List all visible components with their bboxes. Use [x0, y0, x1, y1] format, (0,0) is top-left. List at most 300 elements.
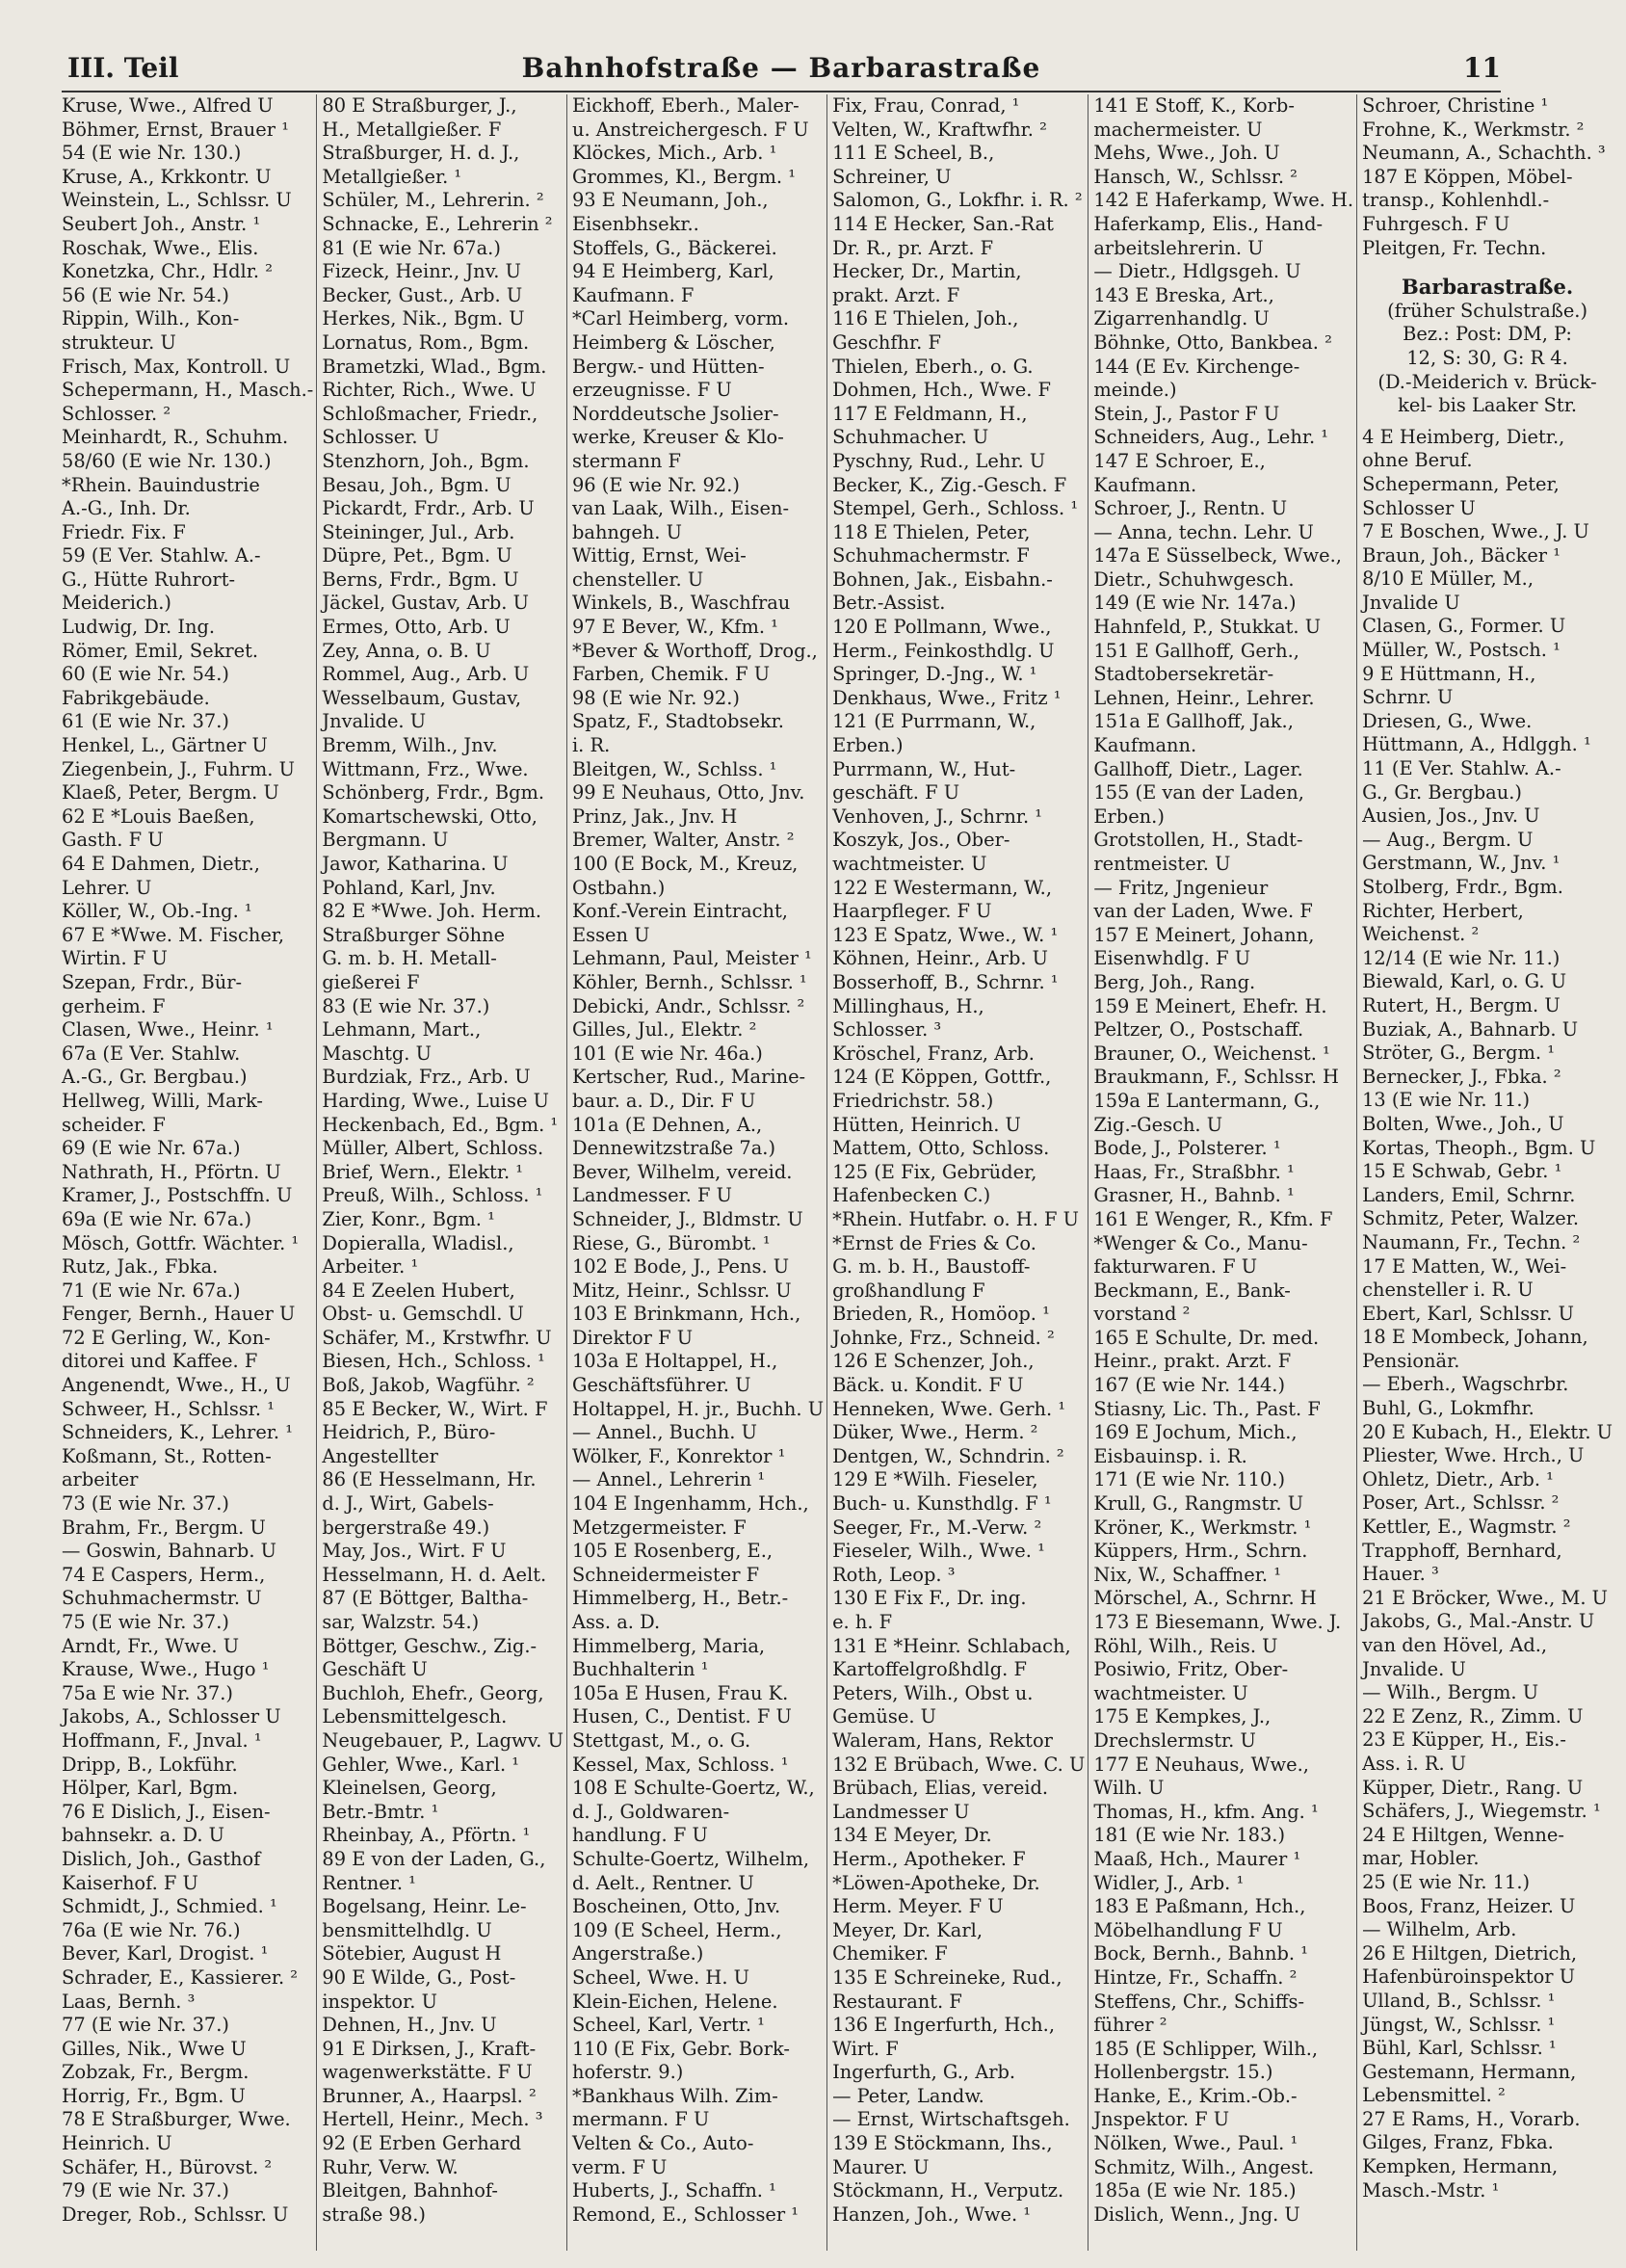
directory-entry: Riese, G., Bürombt. ¹ [571, 1231, 771, 1254]
directory-entry: Kaiserhof. F U [62, 1871, 198, 1894]
directory-entry: Bosserhoff, B., Schrnr. ¹ [832, 970, 1059, 993]
directory-entry: 185 (E Schlipper, Wilh., [1093, 2037, 1319, 2060]
directory-entry: Poser, Art., Schlssr. ² [1362, 1491, 1560, 1515]
directory-entry: Fuhrgesch. F U [1362, 212, 1510, 235]
directory-entry: arbeitslehrerin. U [1093, 236, 1264, 259]
directory-entry: 185a (E wie Nr. 185.) [1093, 2179, 1297, 2202]
directory-entry: 94 E Heimberg, Karl, [571, 260, 774, 283]
directory-entry: Thielen, Eberh., o. G. [832, 355, 1034, 378]
directory-entry: Hanke, E., Krim.-Ob.- [1093, 2084, 1298, 2107]
directory-entry: ohne Beruf. [1362, 449, 1473, 472]
directory-entry: 15 E Schwab, Gebr. ¹ [1362, 1160, 1562, 1183]
directory-entry: — Ernst, Wirtschaftsgeh. [832, 2108, 1070, 2131]
directory-entry: Waleram, Hans, Rektor [832, 1728, 1053, 1752]
directory-entry: hoferstr. 9.) [571, 2061, 684, 2084]
directory-entry: Buchloh, Ehefr., Georg, [322, 1681, 544, 1704]
directory-entry: Besau, Joh., Bgm. U [322, 473, 511, 496]
directory-entry: Zey, Anna, o. B. U [322, 639, 491, 662]
directory-entry: Stettgast, M., o. G. [571, 1728, 751, 1752]
directory-entry: Schlosser U [1362, 496, 1476, 519]
directory-entry: Jnvalide. U [322, 710, 427, 733]
directory-entry: Frohne, K., Werkmstr. ² [1362, 118, 1585, 141]
directory-entry: Ingerfurth, G., Arb. [832, 2061, 1016, 2084]
directory-entry: Möbelhandlung F U [1093, 1918, 1283, 1941]
directory-entry: Richter, Rich., Wwe. U [322, 379, 537, 402]
directory-entry: — Peter, Landw. [832, 2084, 984, 2107]
directory-entry: 84 E Zeelen Hubert, [322, 1279, 515, 1302]
directory-entry: Neugebauer, P., Lagwv. U [322, 1728, 564, 1752]
directory-entry: 101a (E Dehnen, A., [571, 1113, 763, 1136]
directory-entry: Düker, Wwe., Herm. ² [832, 1421, 1038, 1444]
directory-entry: 23 E Küpper, H., Eis.- [1362, 1728, 1566, 1752]
directory-entry: Henkel, L., Gärtner U [62, 734, 268, 757]
directory-entry: Driesen, G., Wwe. [1362, 709, 1533, 732]
directory-entry: — Annel., Buchh. U [571, 1421, 757, 1444]
directory-entry: Gilles, Jul., Elektr. ² [571, 1018, 757, 1042]
directory-entry: Schmidt, J., Schmied. ¹ [62, 1895, 277, 1918]
directory-entry: Wesselbaum, Gustav, [322, 686, 522, 709]
directory-entry: Jäckel, Gustav, Arb. U [322, 592, 529, 615]
directory-entry: 20 E Kubach, H., Elektr. U [1362, 1420, 1613, 1443]
directory-entry: Gerstmann, W., Jnv. ¹ [1362, 852, 1560, 875]
directory-entry: Schönberg, Frdr., Bgm. [322, 781, 545, 804]
directory-entry: Klein-Eichen, Helene. [571, 1990, 778, 2013]
directory-entry: Obst- u. Gemschdl. U [322, 1303, 524, 1326]
directory-entry: Horrig, Fr., Bgm. U [62, 2084, 246, 2107]
directory-entry: 147a E Süsselbeck, Wwe., [1093, 544, 1342, 567]
directory-entry: Neumann, A., Schachth. ³ [1362, 142, 1606, 165]
directory-entry: Schüler, M., Lehrerin. ² [322, 189, 544, 212]
directory-entry: strukteur. U [62, 330, 176, 354]
directory-entry: G. m. b. H. Metall- [322, 947, 497, 970]
directory-entry: 24 E Hiltgen, Wenne- [1362, 1823, 1564, 1846]
directory-entry: Hellweg, Willi, Mark- [62, 1089, 263, 1112]
directory-entry: Kruse, Wwe., Alfred U [62, 94, 274, 117]
directory-entry: baur. a. D., Dir. F U [571, 1089, 756, 1112]
directory-entry: Schneider, J., Bldmstr. U [571, 1207, 803, 1230]
directory-entry: 165 E Schulte, Dr. med. [1093, 1326, 1320, 1349]
directory-entry: 104 E Ingenhamm, Hch., [571, 1492, 809, 1516]
directory-entry: Schroer, J., Rentn. U [1093, 497, 1288, 520]
directory-entry: Laas, Bernh. ³ [62, 1990, 196, 2013]
directory-entry: prakt. Arzt. F [832, 283, 960, 306]
directory-entry: Winkels, B., Waschfrau [571, 592, 791, 615]
directory-entry: Dentgen, W., Schndrin. ² [832, 1444, 1064, 1467]
directory-entry: Zobzak, Fr., Bergm. [62, 2061, 249, 2084]
directory-entry: Pliester, Wwe. Hrch., U [1362, 1444, 1585, 1467]
directory-entry: Dopieralla, Wladisl., [322, 1231, 514, 1254]
directory-entry: Arbeiter. ¹ [322, 1255, 419, 1279]
column-6 [1356, 94, 1615, 2251]
directory-entry: Pickardt, Frdr., Arb. U [322, 497, 535, 520]
directory-entry: meinde.) [1093, 379, 1177, 402]
directory-entry: 82 E *Wwe. Joh. Herm. [322, 900, 542, 923]
directory-entry: Drechslermstr. U [1093, 1728, 1256, 1752]
directory-entry: — Eberh., Wagschrbr. [1362, 1373, 1569, 1396]
directory-entry: May, Jos., Wirt. F U [322, 1540, 507, 1563]
directory-entry: d. Aelt., Rentner. U [571, 1871, 754, 1894]
directory-entry: Kertscher, Rud., Marine- [571, 1066, 806, 1089]
directory-entry: — Dietr., Hdlgsgeh. U [1093, 260, 1301, 283]
directory-entry: Heinrich. U [62, 2132, 172, 2155]
directory-entry: Gehler, Wwe., Karl. ¹ [322, 1753, 520, 1776]
directory-entry: Schloßmacher, Friedr., [322, 402, 538, 425]
directory-entry: 87 (E Böttger, Baltha- [322, 1587, 529, 1610]
directory-entry: Clasen, Wwe., Heinr. ¹ [62, 1018, 274, 1042]
directory-entry: Hüttmann, A., Hdlggh. ¹ [1362, 733, 1591, 756]
directory-entry: Farben, Chemik. F U [571, 663, 771, 686]
directory-entry: 76 E Dislich, J., Eisen- [62, 1800, 271, 1823]
directory-entry: Maurer. U [832, 2155, 930, 2178]
directory-entry: Millinghaus, H., [832, 994, 984, 1017]
directory-entry: Müller, Albert, Schloss. [322, 1137, 544, 1160]
directory-entry: Schrader, E., Kassierer. ² [62, 1965, 299, 1989]
directory-entry: Dohmen, Hch., Wwe. F [832, 379, 1051, 402]
directory-entry: Essen U [571, 923, 650, 946]
directory-entry: Restaurant. F [832, 1990, 962, 2013]
directory-entry: ditorei und Kaffee. F [62, 1350, 258, 1373]
directory-entry: rentmeister. U [1093, 853, 1231, 875]
directory-entry: 74 E Caspers, Herm., [62, 1563, 266, 1586]
directory-entry: Kempken, Hermann, [1362, 2155, 1559, 2178]
directory-entry: Ermes, Otto, Arb. U [322, 616, 511, 639]
directory-entry: Kramer, J., Postschffn. U [62, 1184, 293, 1207]
directory-entry: Himmelberg, H., Betr.- [571, 1587, 789, 1610]
directory-entry: Wirt. F [832, 2037, 899, 2060]
directory-entry: 22 E Zenz, R., Zimm. U [1362, 1704, 1584, 1727]
directory-entry: *Rhein. Hutfabr. o. H. F U [832, 1207, 1080, 1230]
directory-entry: Venhoven, J., Schrnr. ¹ [832, 804, 1043, 828]
directory-entry: 181 (E wie Nr. 183.) [1093, 1824, 1286, 1847]
directory-entry: Landers, Emil, Schrnr. [1362, 1183, 1576, 1206]
directory-entry: Straßburger Söhne [322, 923, 506, 946]
directory-entry: Dislich, Wenn., Jng. U [1093, 2202, 1300, 2226]
directory-entry: Schweer, H., Schlssr. ¹ [62, 1397, 275, 1420]
directory-entry: 111 E Scheel, B., [832, 142, 995, 165]
directory-entry: Fizeck, Heinr., Jnv. U [322, 260, 521, 283]
directory-entry: 120 E Pollmann, Wwe., [832, 616, 1052, 639]
directory-entry: e. h. F [832, 1611, 893, 1633]
directory-entry: 97 E Bever, W., Kfm. ¹ [571, 616, 778, 639]
directory-entry: Eisenwhdlg. F U [1093, 947, 1251, 970]
directory-entry: 141 E Stoff, K., Korb- [1093, 94, 1295, 117]
directory-entry: Hecker, Dr., Martin, [832, 260, 1022, 283]
directory-entry: G., Hütte Ruhrort- [62, 567, 236, 591]
spacer [1362, 260, 1613, 268]
directory-entry: 159a E Lantermann, G., [1093, 1089, 1321, 1112]
directory-entry: Friedr. Fix. F [62, 520, 186, 543]
directory-entry: arbeiter [62, 1468, 139, 1491]
directory-entry: Huberts, J., Schaffn. ¹ [571, 2179, 776, 2202]
directory-entry: Remond, E., Schlosser ¹ [571, 2202, 800, 2226]
directory-entry: Düpre, Pet., Bgm. U [322, 544, 512, 567]
directory-entry: Hansch, W., Schlssr. ² [1093, 165, 1298, 188]
directory-entry: Grommes, Kl., Bergm. ¹ [571, 165, 797, 188]
directory-entry: (D.-Meiderich v. Brück- [1377, 370, 1597, 393]
directory-entry: Becker, Gust., Arb. U [322, 283, 523, 306]
directory-entry: Schneiders, Aug., Lehr. ¹ [1093, 426, 1329, 449]
directory-entry: Seubert Joh., Anstr. ¹ [62, 212, 261, 235]
directory-entry: 116 E Thielen, Joh., [832, 307, 1019, 330]
spacer [1362, 418, 1613, 426]
directory-entry: 58/60 (E wie Nr. 130.) [62, 449, 272, 472]
directory-entry: Harding, Wwe., Luise U [322, 1089, 549, 1112]
directory-entry: A.-G., Gr. Bergbau.) [62, 1066, 248, 1089]
directory-entry: Wölker, F., Konrektor ¹ [571, 1444, 786, 1467]
directory-entry: Scheel, Karl, Vertr. ¹ [571, 2014, 765, 2037]
directory-entry: Rutz, Jak., Fbka. [62, 1255, 219, 1279]
directory-entry: Erben.) [1093, 804, 1165, 828]
directory-entry: Brunner, A., Haarpsl. ² [322, 2084, 537, 2107]
directory-entry: 102 E Bode, J., Pens. U [571, 1255, 790, 1279]
directory-entry: 144 (E Ev. Kirchenge- [1093, 355, 1300, 378]
directory-entry: Bogelsang, Heinr. Le- [322, 1895, 527, 1918]
directory-entry: Böhmer, Ernst, Brauer ¹ [62, 118, 289, 141]
directory-entry: 12/14 (E wie Nr. 11.) [1362, 946, 1560, 969]
directory-entry: i. R. [571, 734, 611, 757]
directory-entry: Wirtin. F U [62, 947, 168, 970]
directory-entry: Clasen, G., Former. U [1362, 615, 1566, 638]
directory-entry: Hahnfeld, P., Stukkat. U [1093, 616, 1322, 639]
directory-entry: Geschfhr. F [832, 330, 941, 354]
directory-entry: Ludwig, Dr. Ing. [62, 616, 216, 639]
directory-entry: Bremm, Wilh., Jnv. [322, 734, 498, 757]
directory-entry: mar, Hobler. [1362, 1847, 1480, 1870]
directory-entry: Lehnen, Heinr., Lehrer. [1093, 686, 1315, 709]
directory-entry: Bleitgen, W., Schlss. ¹ [571, 757, 777, 780]
directory-entry: *Rhein. Bauindustrie [62, 473, 260, 496]
directory-entry: Stoffels, G., Bäckerei. [571, 236, 777, 259]
directory-entry: Eickhoff, Eberh., Maler- [571, 94, 800, 117]
directory-entry: Dennewitzstraße 7a.) [571, 1137, 776, 1160]
directory-entry: 54 (E wie Nr. 130.) [62, 142, 242, 165]
directory-entry: G. m. b. H., Baustoff- [832, 1255, 1031, 1279]
directory-entry: Boos, Franz, Heizer. U [1362, 1894, 1576, 1917]
directory-entry: Ulland, B., Schlssr. ¹ [1362, 1989, 1556, 2012]
directory-entry: Jakobs, G., Mal.-Anstr. U [1362, 1610, 1595, 1633]
directory-entry: 98 (E wie Nr. 92.) [571, 686, 740, 709]
directory-entry: Stenzhorn, Joh., Bgm. [322, 449, 530, 472]
directory-entry: Ass. a. D. [571, 1611, 661, 1633]
directory-entry: führer ² [1093, 2014, 1167, 2037]
directory-entry: Bäck. u. Kondit. F U [832, 1374, 1024, 1397]
directory-entry: Dreger, Rob., Schlssr. U [62, 2202, 289, 2226]
directory-entry: Böttger, Geschw., Zig.- [322, 1634, 538, 1657]
directory-entry: Hintze, Fr., Schaffn. ² [1093, 1965, 1298, 1989]
directory-entry: Peters, Wilh., Obst u. [832, 1681, 1034, 1704]
directory-entry: Biesen, Hch., Schloss. ¹ [322, 1350, 545, 1373]
directory-entry: 122 E Westermann, W., [832, 876, 1052, 899]
directory-entry: 60 (E wie Nr. 54.) [62, 663, 229, 686]
directory-entry: Krull, G., Rangmstr. U [1093, 1492, 1304, 1516]
directory-entry: 129 E *Wilh. Fieseler, [832, 1468, 1038, 1491]
directory-entry: 169 E Jochum, Mich., [1093, 1421, 1298, 1444]
directory-entry: 183 E Paßmann, Hch., [1093, 1895, 1306, 1918]
directory-entry: Pyschny, Rud., Lehr. U [832, 449, 1046, 472]
directory-entry: Pleitgen, Fr. Techn. [1362, 236, 1547, 259]
directory-entry: gießerei F [322, 970, 420, 993]
directory-entry: fakturwaren. F U [1093, 1255, 1258, 1279]
directory-entry: Rutert, H., Bergm. U [1362, 993, 1560, 1016]
directory-entry: Dripp, B., Lokführ. [62, 1753, 238, 1776]
directory-entry: Lehrer. U [62, 876, 152, 899]
directory-entry: 167 (E wie Nr. 144.) [1093, 1374, 1286, 1397]
directory-entry: Bolten, Wwe., Joh., U [1362, 1112, 1564, 1135]
directory-entry: Direktor F U [571, 1326, 694, 1349]
directory-entry: Szepan, Frdr., Bür- [62, 970, 243, 993]
street-heading: Barbarastraße. [1401, 275, 1574, 300]
directory-entry: 67 E *Wwe. M. Fischer, [62, 923, 285, 946]
directory-entry: Haas, Fr., Straßbhr. ¹ [1093, 1160, 1295, 1183]
directory-entry: inspektor. U [322, 1990, 437, 2013]
directory-entry: Brahm, Fr., Bergm. U [62, 1516, 266, 1539]
directory-entry: Römer, Emil, Sekret. [62, 639, 259, 662]
directory-entry: 7 E Boschen, Wwe., J. U [1362, 520, 1589, 543]
directory-entry: Konf.-Verein Eintracht, [571, 900, 788, 923]
directory-entry: Holtappel, H. jr., Buchh. U [571, 1397, 825, 1420]
directory-entry: Koszyk, Jos., Ober- [832, 829, 1010, 852]
directory-entry: Mitz, Heinr., Schlssr. U [571, 1279, 792, 1302]
directory-entry: Buchhalterin ¹ [571, 1658, 709, 1681]
directory-entry: Geschäftsführer. U [571, 1374, 751, 1397]
directory-entry: 132 E Brübach, Wwe. C. U [832, 1753, 1086, 1776]
directory-entry: Schlosser. ³ [832, 1018, 942, 1042]
directory-entry: Meinhardt, R., Schuhm. [62, 426, 289, 449]
page-number: 11 [1463, 52, 1501, 84]
directory-entry: d. J., Goldwaren- [571, 1800, 730, 1823]
directory-entry: Wilh. U [1093, 1777, 1165, 1800]
directory-entry: Kröschel, Franz, Arb. [832, 1042, 1035, 1065]
directory-entry: handlung. F U [571, 1824, 708, 1847]
directory-entry: Fenger, Bernh., Hauer U [62, 1303, 296, 1326]
directory-entry: 149 (E wie Nr. 147a.) [1093, 592, 1297, 615]
directory-entry: Schreiner, U [832, 165, 952, 188]
directory-entry: Rheinbay, A., Pförtn. ¹ [322, 1824, 531, 1847]
directory-entry: Betr.-Bmtr. ¹ [322, 1800, 439, 1823]
directory-entry: Prinz, Jak., Jnv. H [571, 804, 738, 828]
directory-entry: 93 E Neumann, Joh., [571, 189, 769, 212]
directory-entry: Schuhmachermstr. U [62, 1587, 262, 1610]
directory-entry: Koßmann, St., Rotten- [62, 1444, 272, 1467]
directory-entry: Schuhmachermstr. F [832, 544, 1030, 567]
directory-entry: Gestemann, Hermann, [1362, 2060, 1577, 2083]
directory-entry: Lornatus, Rom., Bgm. [322, 330, 530, 354]
directory-entry: Velten & Co., Auto- [571, 2132, 754, 2155]
directory-entry: Maaß, Hch., Maurer ¹ [1093, 1847, 1301, 1870]
directory-entry: Bergw.- und Hütten- [571, 355, 765, 378]
directory-entry: Springer, D.-Jng., W. ¹ [832, 663, 1037, 686]
directory-entry: 78 E Straßburger, Wwe. [62, 2108, 291, 2131]
directory-entry: *Carl Heimberg, vorm. [571, 307, 790, 330]
directory-entry: Köhnen, Heinr., Arb. U [832, 947, 1049, 970]
directory-entry: Angenendt, Wwe., H., U [62, 1374, 291, 1397]
directory-entry: 105 E Rosenberg, E., [571, 1540, 774, 1563]
directory-entry: Herm., Feinkosthdlg. U [832, 639, 1055, 662]
directory-entry: wachtmeister. U [1093, 1681, 1248, 1704]
directory-entry: Hölper, Karl, Bgm. [62, 1777, 239, 1800]
column-5 [1088, 94, 1356, 2251]
directory-entry: van Laak, Wilh., Eisen- [571, 497, 790, 520]
directory-entry: Posiwio, Fritz, Ober- [1093, 1658, 1289, 1681]
directory-entry: 21 E Bröcker, Wwe., M. U [1362, 1586, 1609, 1609]
directory-entry: — Annel., Lehrerin ¹ [571, 1468, 766, 1491]
directory-entry: Nathrath, H., Pförtn. U [62, 1160, 281, 1183]
directory-entry: Kröner, K., Werkmstr. ¹ [1093, 1516, 1312, 1539]
directory-entry: 135 E Schreineke, Rud., [832, 1965, 1062, 1989]
directory-entry: Komartschewski, Otto, [322, 804, 538, 828]
directory-entry: Konetzka, Chr., Hdlr. ² [62, 260, 273, 283]
directory-entry: 187 E Köppen, Möbel- [1362, 165, 1573, 188]
directory-entry: Jnvalide. U [1362, 1657, 1466, 1680]
directory-entry: 157 E Meinert, Johann, [1093, 923, 1315, 946]
directory-entry: Hauer. ³ [1362, 1563, 1439, 1586]
directory-entry: 121 (E Purrmann, W., [832, 710, 1036, 733]
directory-entry: Berg, Joh., Rang. [1093, 970, 1256, 993]
directory-entry: Mörschel, A., Schrnr. H [1093, 1587, 1317, 1610]
directory-entry: Grasner, H., Bahnb. ¹ [1093, 1184, 1295, 1207]
directory-entry: A.-G., Inh. Dr. [62, 497, 191, 520]
directory-entry: wagenwerkstätte. F U [322, 2061, 533, 2084]
directory-entry: 117 E Feldmann, H., [832, 402, 1028, 425]
directory-entry: Kartoffelgroßhdlg. F [832, 1658, 1027, 1681]
directory-entry: Dietr., Schuhwgesch. [1093, 567, 1295, 591]
directory-entry: *Bankhaus Wilh. Zim- [571, 2084, 778, 2107]
directory-entry: Preuß, Wilh., Schloss. ¹ [322, 1184, 543, 1207]
directory-entry: Heinr., prakt. Arzt. F [1093, 1350, 1292, 1373]
directory-entry: Debicki, Andr., Schlssr. ² [571, 994, 805, 1017]
directory-entry: Gallhoff, Dietr., Lager. [1093, 757, 1303, 780]
directory-entry: *Wenger & Co., Manu- [1093, 1231, 1308, 1254]
directory-entry: Heckenbach, Ed., Bgm. ¹ [322, 1113, 559, 1136]
directory-entry: Kortas, Theoph., Bgm. U [1362, 1136, 1596, 1159]
directory-entry: erzeugnisse. F U [571, 379, 732, 402]
directory-entry: bahngeh. U [571, 520, 682, 543]
directory-entry: Schäfer, H., Bürovst. ² [62, 2155, 273, 2178]
directory-entry: Pohland, Karl, Jnv. [322, 876, 496, 899]
directory-entry: Metallgießer. ¹ [322, 165, 462, 188]
directory-entry: Köhler, Bernh., Schlssr. ¹ [571, 970, 807, 993]
directory-entry: 69a (E wie Nr. 67a.) [62, 1207, 252, 1230]
directory-entry: Maschtg. U [322, 1042, 432, 1065]
directory-entry: 139 E Stöckmann, Ihs., [832, 2132, 1053, 2155]
directory-entry: 130 E Fix F., Dr. ing. [832, 1587, 1027, 1610]
directory-entry: — Fritz, Jngenieur [1093, 876, 1269, 899]
column-1 [62, 94, 316, 2251]
directory-entry: Gasth. F U [62, 829, 164, 852]
directory-entry: Landmesser U [832, 1800, 970, 1823]
directory-entry: 4 E Heimberg, Dietr., [1362, 425, 1565, 448]
directory-entry: Braukmann, F., Schlssr. H [1093, 1066, 1339, 1089]
directory-entry: 71 (E wie Nr. 67a.) [62, 1279, 241, 1302]
directory-entry: Bohnen, Jak., Eisbahn.- [832, 567, 1053, 591]
directory-entry: Pensionär. [1362, 1349, 1460, 1372]
directory-entry: Brametzki, Wlad., Bgm. [322, 355, 547, 378]
directory-entry: Ausien, Jos., Jnv. U [1362, 804, 1540, 828]
directory-entry: 79 (E wie Nr. 37.) [62, 2179, 229, 2202]
directory-entry: 155 (E van der Laden, [1093, 781, 1304, 804]
directory-entry: Hesselmann, H. d. Aelt. [322, 1563, 547, 1586]
directory-entry: 159 E Meinert, Ehefr. H. [1093, 994, 1327, 1017]
directory-entry: Bever, Wilhelm, vereid. [571, 1160, 793, 1183]
directory-entry: scheider. F [62, 1113, 166, 1136]
directory-entry: Brief, Wern., Elektr. ¹ [322, 1160, 524, 1183]
directory-entry: Küpper, Dietr., Rang. U [1362, 1776, 1584, 1799]
directory-entry: G., Gr. Bergbau.) [1362, 780, 1522, 804]
directory-entry: Schulte-Goertz, Wilhelm, [571, 1847, 810, 1870]
directory-entry: 173 E Biesemann, Wwe. J. [1093, 1611, 1342, 1633]
directory-entry: Ebert, Karl, Schlssr. U [1362, 1302, 1574, 1325]
directory-entry: Schmitz, Wilh., Angest. [1093, 2155, 1315, 2178]
